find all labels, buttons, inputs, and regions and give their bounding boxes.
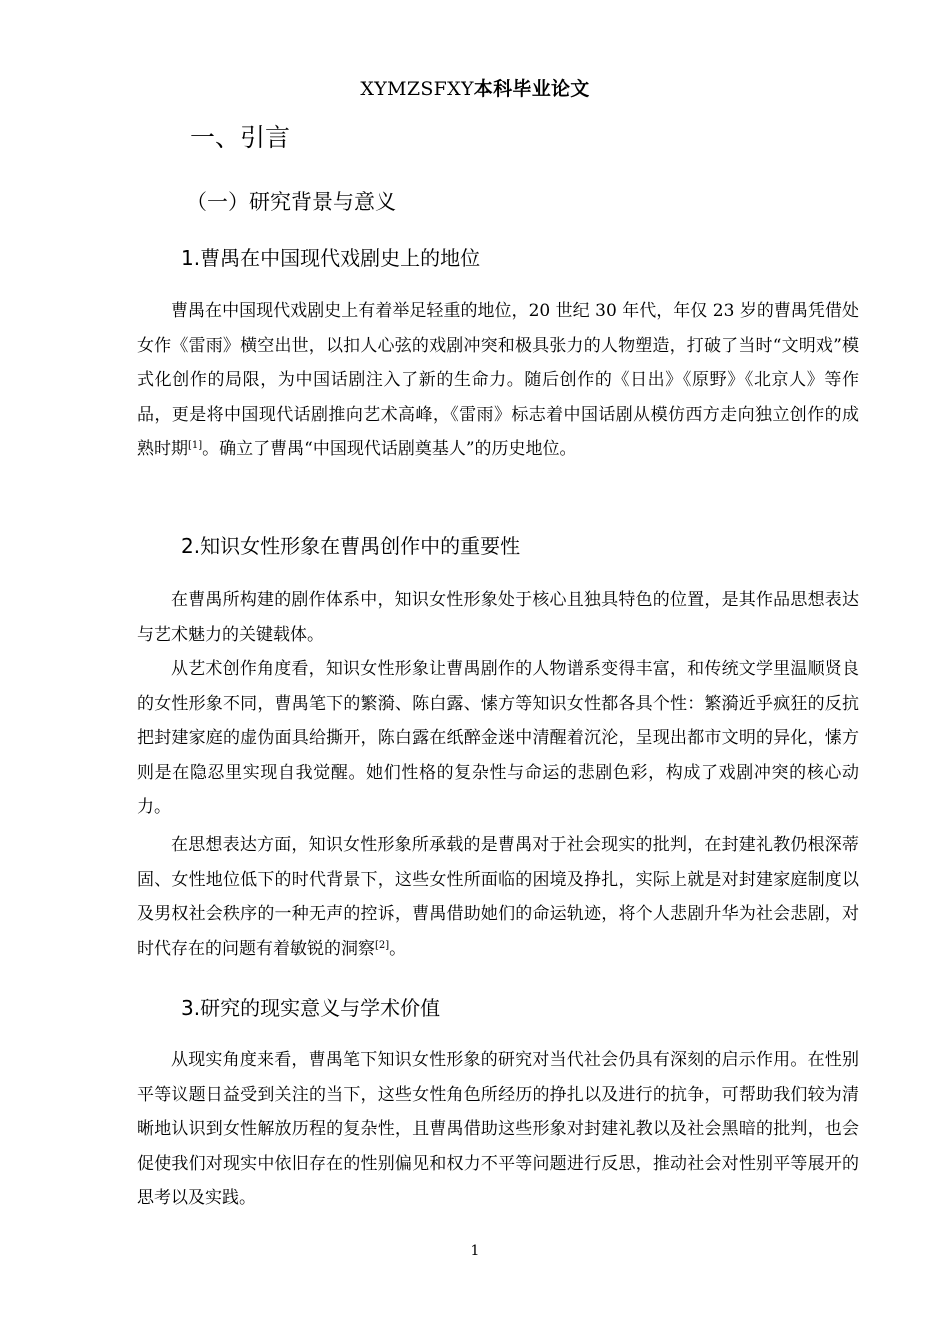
- paragraph-text: 。: [389, 938, 407, 959]
- part-3-title: 3.研究的现实意义与学术价值: [181, 996, 441, 1020]
- paragraph: [137, 828, 859, 966]
- paragraph: 从艺术创作角度看，知识女性形象让曹禺剧作的人物谱系变得丰富，和传统文学里温顺贤良的女性形象不同，曹禺笔下的繁漪、陈白露、愫方等知识女性都各具个性：繁漪近乎疯狂的反抗把封建家庭的虚伪面具给撕开，陈白露在纸醉金迷中清醒着沉沦，呈现出都市文明的异化，愫方则是在隐忍里实现自我觉醒。她们性格的复杂性与命运的悲剧色彩，构成了戏剧冲突的核心动力。: [137, 659, 859, 817]
- paragraph-text: 曹禺在中国现代戏剧史上有着举足轻重的地位，20 世纪 30 年代，年仅 23 岁的曹禺凭借处女作《雷雨》横空出世，以扣人心弦的戏剧冲突和极具张力的人物塑造，打破了当时“文明戏”模式化创作的局限，为中国话剧注入了新的生命力。随后创作的《日出》《原野》《北京人》等作品，更是将中国现代话剧推向艺术高峰，《雷雨》标志着中国话剧从模仿西方走向独立创作的成熟时期: [137, 301, 859, 459]
- header-latin: XYMZSFXY: [360, 78, 474, 100]
- header-title: 本科毕业论文: [473, 78, 590, 100]
- page-header: [0, 74, 950, 101]
- citation-ref: [1]: [188, 440, 203, 451]
- citation-ref: [2]: [375, 939, 390, 951]
- paragraph: [137, 294, 859, 467]
- paragraph-text: 。确立了曹禺“中国现代话剧奠基人”的历史地位。: [202, 439, 577, 459]
- subsection-title: （一）研究背景与意义: [186, 190, 396, 214]
- paragraph-text: 在思想表达方面，知识女性形象所承载的是曹禺对于社会现实的批判，在封建礼教仍根深蒂固、女性地位低下的时代背景下，这些女性所面临的困境及挣扎，实际上就是对封建家庭制度以及男权社会秩序的一种无声的控诉，曹禺借助她们的命运轨迹，将个人悲剧升华为社会悲剧，对时代存在的问题有着敏锐的洞察: [137, 835, 859, 959]
- paragraph: 在曹禺所构建的剧作体系中，知识女性形象处于核心且独具特色的位置，是其作品思想表达与艺术魅力的关键载体。: [137, 590, 859, 645]
- paragraph: 从现实角度来看，曹禺笔下知识女性形象的研究对当代社会仍具有深刻的启示作用。在性别平等议题日益受到关注的当下，这些女性角色所经历的挣扎以及进行的抗争，可帮助我们较为清晰地认识到女性解放历程的复杂性，且曹禺借助这些形象对封建礼教以及社会黑暗的批判，也会促使我们对现实中依旧存在的性别偏见和权力不平等问题进行反思，推动社会对性别平等展开的思考以及实践。: [137, 1050, 859, 1208]
- section-title: 一、引言: [190, 123, 291, 152]
- part-2-title: 2.知识女性形象在曹禺创作中的重要性: [181, 534, 521, 558]
- part-1-title: 1.曹禺在中国现代戏剧史上的地位: [181, 246, 481, 270]
- page-number: 1: [470, 1243, 480, 1259]
